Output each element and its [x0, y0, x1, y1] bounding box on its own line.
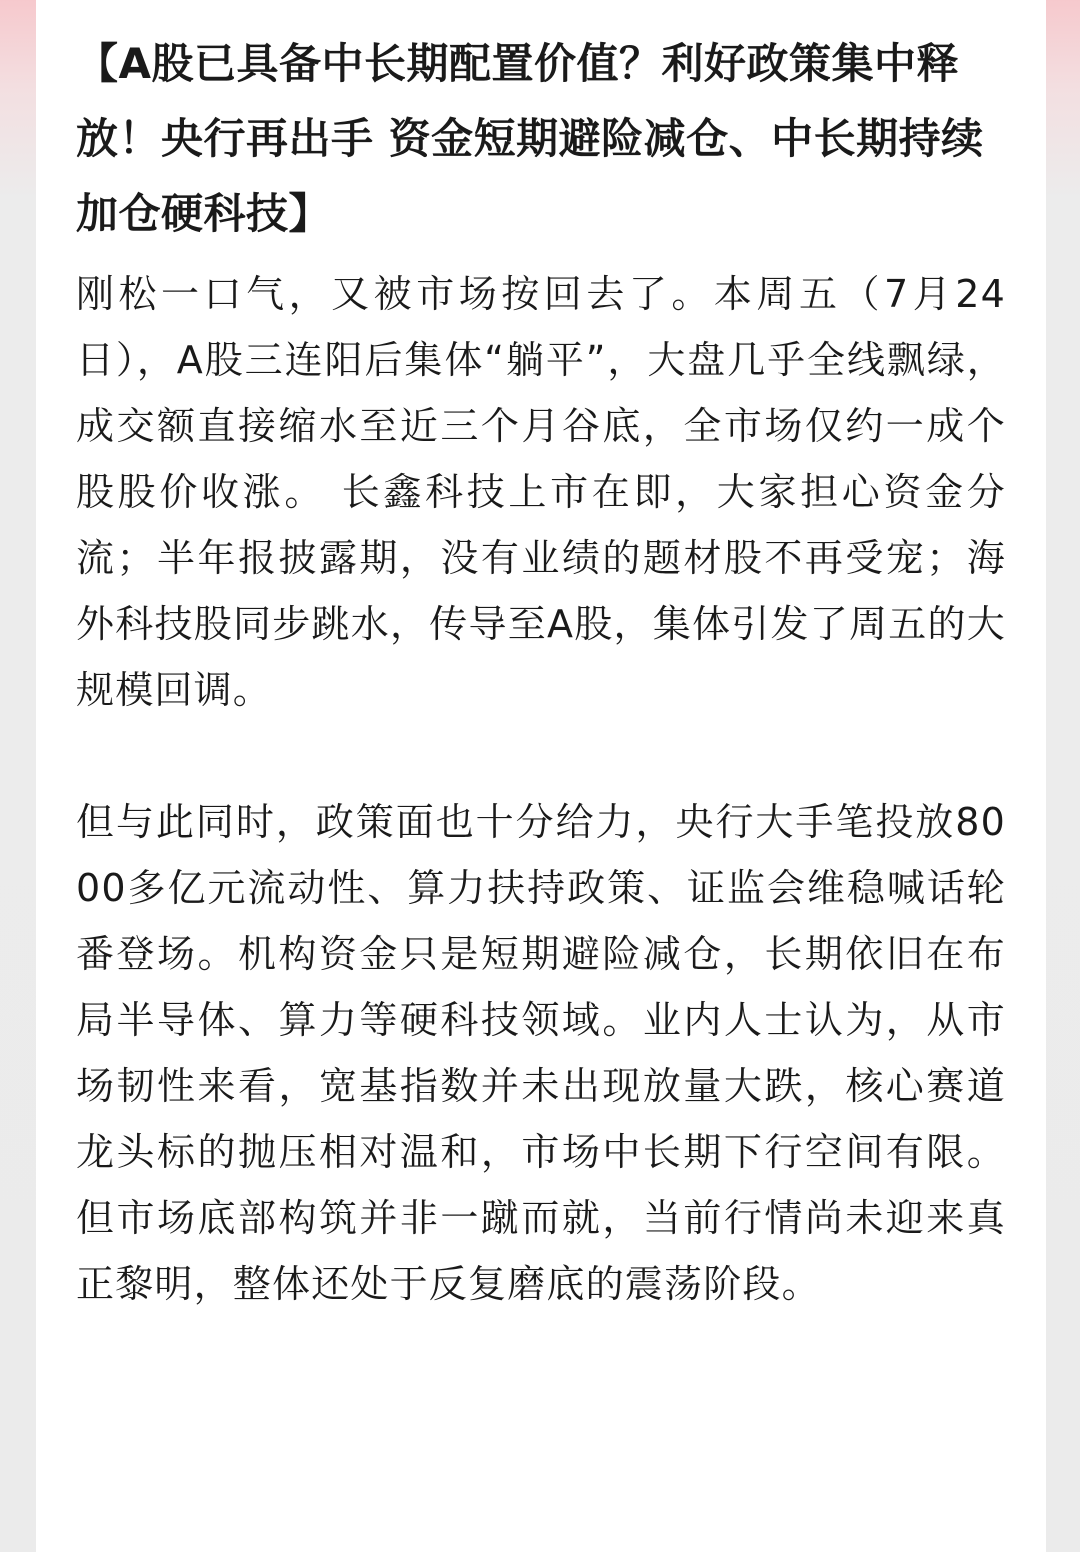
- article-title: 【A股已具备中长期配置价值？利好政策集中释放！央行再出手 资金短期避险减仓、中长期持续加仓硬科技】: [76, 39, 984, 238]
- article-paragraph-1: 刚松一口气，又被市场按回去了。本周五（7月24日），A股三连阳后集体“躺平”，大盘几乎全线飘绿，成交额直接缩水至近三个月谷底，全市场仅约一成个股股价收涨。 长鑫科技上市在即，大家担心资金分流；半年报披露期，没有业绩的题材股不再受宠；海外科技股同步跳水，传导至A股，集体引发了周五的大规模回调。: [76, 272, 1006, 712]
- article-paragraph-2: 但与此同时，政策面也十分给力，央行大手笔投放8000多亿元流动性、算力扶持政策、证监会维稳喊话轮番登场。机构资金只是短期避险减仓，长期依旧在布局半导体、算力等硬科技领域。业内人士认为，从市场韧性来看，宽基指数并未出现放量大跌，核心赛道龙头标的抛压相对温和，市场中长期下行空间有限。但市场底部构筑并非一蹴而就，当前行情尚未迎来真正黎明，整体还处于反复磨底的震荡阶段。: [76, 800, 1006, 1306]
- right-edge-background: [1044, 0, 1080, 1552]
- article-card: [36, 0, 1046, 1552]
- left-edge-background: [0, 0, 36, 1552]
